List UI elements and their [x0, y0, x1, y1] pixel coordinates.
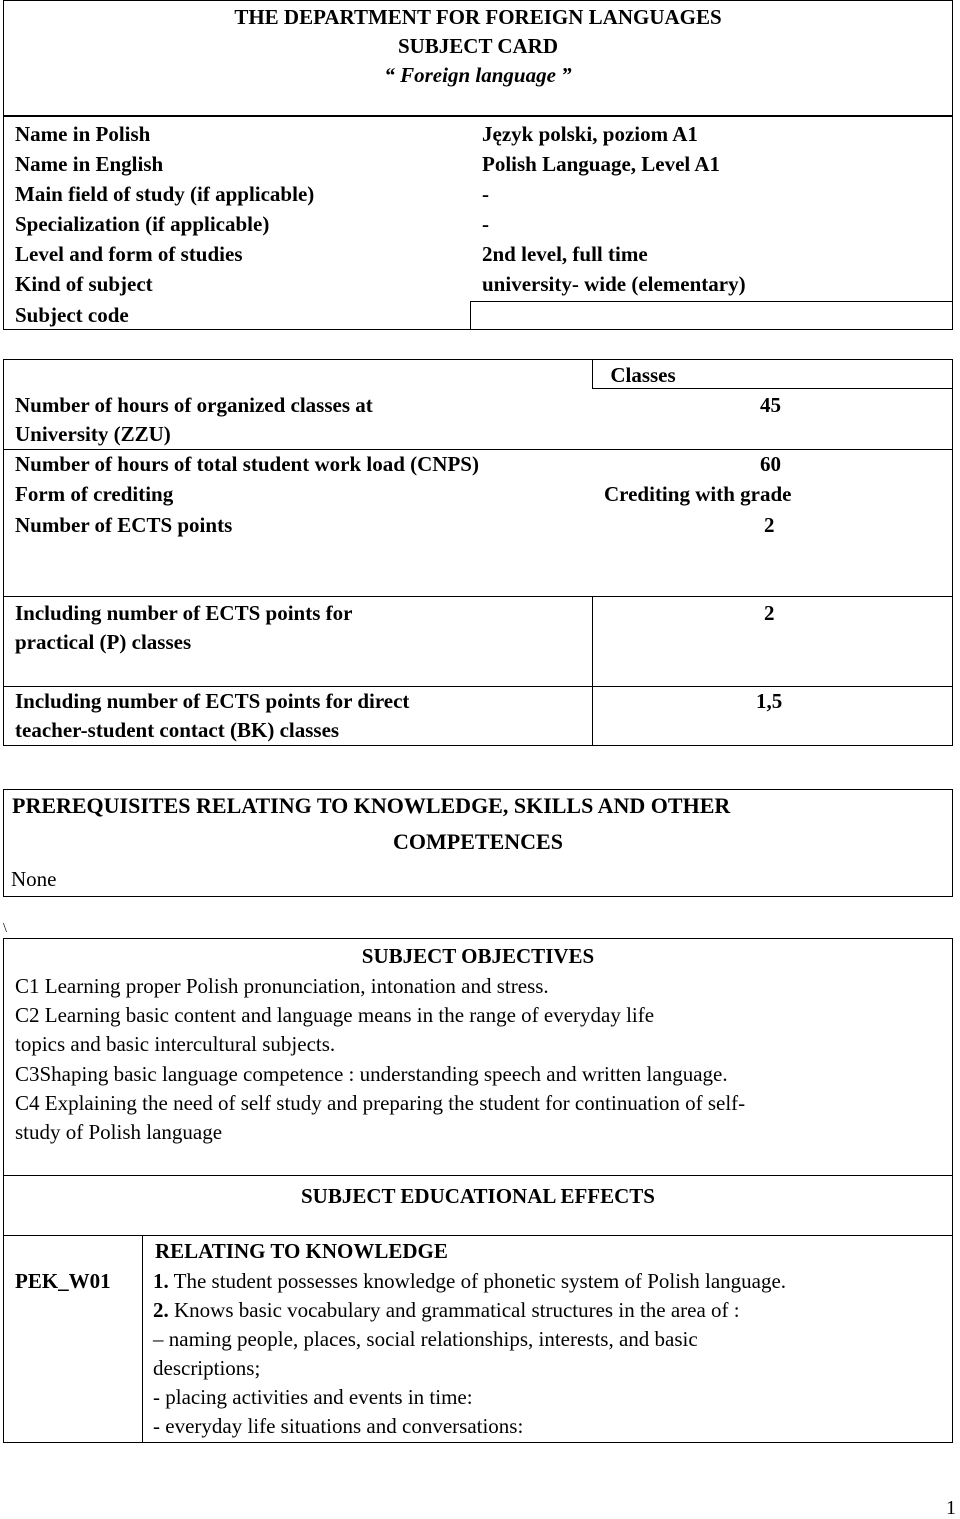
info-value-name-english: Polish Language, Level A1 — [482, 152, 721, 176]
effect-item-2-text: Knows basic vocabulary and grammatical structures in the area of : — [168, 1298, 740, 1322]
effect-item-2 — [153, 1296, 740, 1325]
knowledge-title: RELATING TO KNOWLEDGE — [155, 1239, 448, 1263]
info-label-name-english: Name in English — [15, 152, 164, 176]
effect-line-1: – naming people, places, social relationships, interests, and basic — [153, 1327, 698, 1351]
classes-column-header: Classes — [610, 363, 676, 387]
info-label-subject-code: Subject code — [15, 303, 129, 327]
subject-name-title: “ Foreign language ” — [384, 63, 572, 87]
prerequisites-body: None — [11, 867, 57, 891]
effect-item-1-number: 1. — [153, 1269, 169, 1293]
effect-item-1 — [153, 1267, 786, 1296]
crediting-label: Form of crediting — [15, 482, 174, 506]
practical-ects-label-1: Including number of ECTS points for — [15, 601, 353, 625]
organized-hours-value: 45 — [760, 393, 781, 417]
organized-hours-label-2: University (ZZU) — [15, 422, 171, 446]
stray-backslash: \ — [3, 921, 7, 936]
info-label-main-field: Main field of study (if applicable) — [15, 182, 315, 206]
info-value-name-polish: Język polski, poziom A1 — [482, 122, 698, 146]
info-label-level: Level and form of studies — [15, 242, 243, 266]
objective-line-4: C3Shaping basic language competence : understanding speech and written language. — [15, 1062, 728, 1086]
effect-code: PEK_W01 — [15, 1269, 111, 1293]
bk-ects-label-2: teacher-student contact (BK) classes — [15, 718, 340, 742]
cnps-label: Number of hours of total student work load (CNPS) — [15, 452, 479, 476]
prerequisites-title-1: PREREQUISITES RELATING TO KNOWLEDGE, SKILLS AND OTHER — [12, 793, 731, 818]
objective-line-3: topics and basic intercultural subjects. — [15, 1032, 336, 1056]
info-value-level: 2nd level, full time — [482, 242, 648, 266]
info-value-specialization: - — [482, 212, 489, 236]
bk-ects-label-1: Including number of ECTS points for direct — [15, 689, 410, 713]
practical-ects-value: 2 — [764, 601, 775, 625]
effect-line-2: descriptions; — [153, 1356, 261, 1380]
effects-title: SUBJECT EDUCATIONAL EFFECTS — [301, 1184, 655, 1208]
objective-line-5: C4 Explaining the need of self study and preparing the student for continuation of self- — [15, 1091, 746, 1115]
practical-ects-label-2: practical (P) classes — [15, 630, 192, 654]
cnps-value: 60 — [760, 452, 781, 476]
knowledge-divider-vertical — [142, 1236, 143, 1443]
page-number: 1 — [946, 1497, 956, 1519]
organized-hours-label-1: Number of hours of organized classes at — [15, 393, 373, 417]
subject-code-value-cell — [470, 301, 953, 330]
objectives-title: SUBJECT OBJECTIVES — [361, 944, 595, 968]
department-title: THE DEPARTMENT FOR FOREIGN LANGUAGES — [234, 5, 722, 29]
info-value-kind: university- wide (elementary) — [482, 272, 746, 296]
effect-item-1-text: The student possesses knowledge of phonetic system of Polish language. — [168, 1269, 787, 1293]
info-label-kind: Kind of subject — [15, 272, 153, 296]
bk-ects-value: 1,5 — [756, 689, 783, 713]
info-value-main-field: - — [482, 182, 489, 206]
effect-line-3: - placing activities and events in time: — [153, 1385, 473, 1409]
ects-breakdown-divider-vertical — [592, 597, 593, 746]
crediting-value: Crediting with grade — [604, 482, 792, 506]
objective-line-2: C2 Learning basic content and language means in the range of everyday life — [15, 1003, 655, 1027]
effect-line-4: - everyday life situations and conversations: — [153, 1414, 524, 1438]
info-label-name-polish: Name in Polish — [15, 122, 151, 146]
objective-line-1: C1 Learning proper Polish pronunciation, intonation and stress. — [15, 974, 549, 998]
ects-label: Number of ECTS points — [15, 513, 233, 537]
info-label-specialization: Specialization (if applicable) — [15, 212, 270, 236]
prerequisites-title-2: COMPETENCES — [393, 829, 563, 854]
effect-item-2-number: 2. — [153, 1298, 169, 1322]
subject-card-title: SUBJECT CARD — [397, 34, 559, 58]
objective-line-6: study of Polish language — [15, 1120, 223, 1144]
ects-value: 2 — [764, 513, 775, 537]
